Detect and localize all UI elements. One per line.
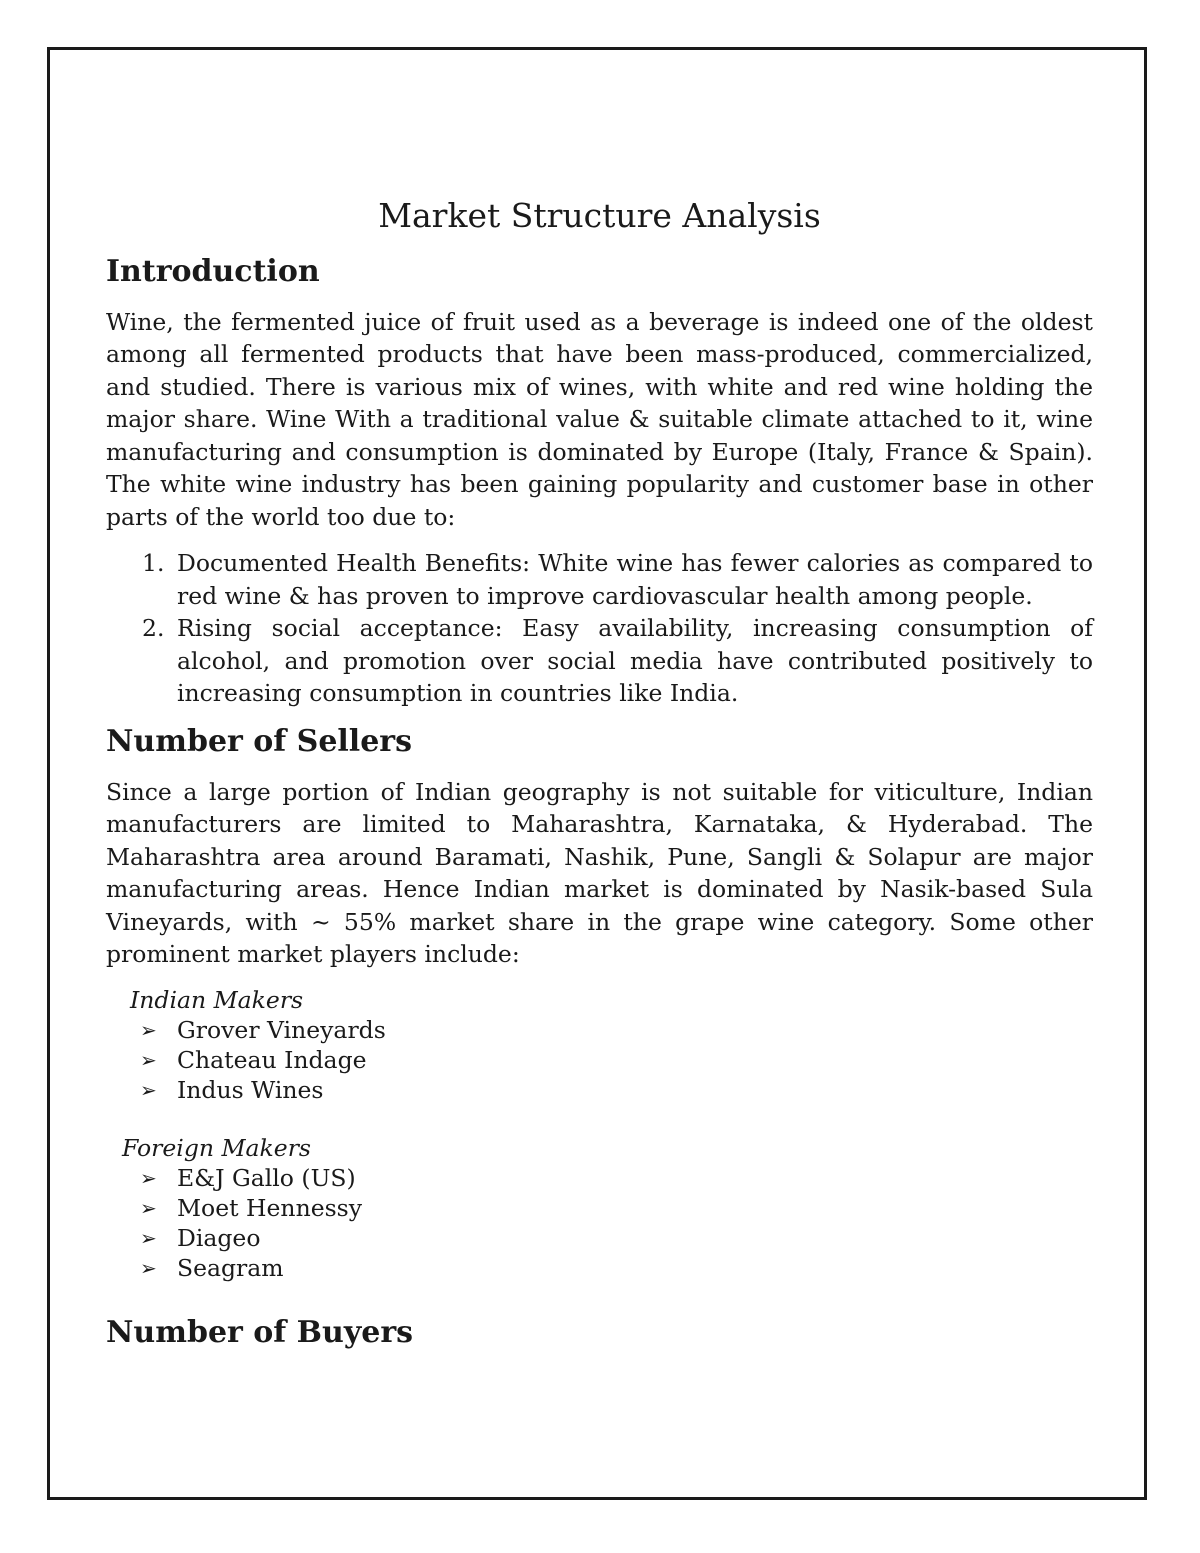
sellers-paragraph: Since a large portion of Indian geography is not suitable for viticulture, Indian manufacturers are limited to Maharashtra, Karnataka, & Hyderabad. The Maharashtra area around Baramati, Nashik, Pune, Sangli & Solapur are major manufacturing areas. Hence Indian market is dominated by Nasik-based Sula Vineyards, with ~ 55% market share in the grape wine category. Some other prominent market players include: (106, 777, 1093, 969)
arrow-bullet-icon: ➢ (140, 1225, 157, 1250)
list-item (106, 1075, 1093, 1105)
indian-makers-label: Indian Makers (130, 985, 304, 1014)
arrow-bullet-icon: ➢ (140, 1165, 157, 1190)
list-item (106, 547, 1093, 612)
maker-name: E&J Gallo (US) (177, 1163, 356, 1192)
list-item-number: 2. (142, 614, 165, 643)
maker-name: Moet Hennessy (177, 1193, 363, 1222)
list-item (106, 1015, 1093, 1045)
foreign-makers-list (106, 1163, 1093, 1283)
maker-name: Chateau Indage (177, 1045, 367, 1074)
list-item (106, 1163, 1093, 1193)
list-item (106, 1253, 1093, 1283)
list-item-number: 1. (142, 549, 165, 578)
arrow-bullet-icon: ➢ (140, 1255, 157, 1280)
foreign-makers-label: Foreign Makers (122, 1133, 311, 1162)
introduction-paragraph: Wine, the fermented juice of fruit used as a beverage is indeed one of the oldest among all fermented products that have been mass-produced, commercialized, and studied. There is various mix of wines, with white and red wine holding the major share. Wine With a traditional value & suitable climate attached to it, wine manufacturing and consumption is dominated by Europe (Italy, France & Spain). The white wine industry has been gaining popularity and customer base in other parts of the world too due to: (106, 307, 1093, 531)
document-body (106, 196, 1093, 1367)
list-item (106, 1045, 1093, 1075)
buyers-heading: Number of Buyers (106, 1314, 414, 1350)
list-item-text: Documented Health Benefits: White wine has fewer calories as compared to red wine & has proven to improve cardiovascular health among people. (177, 549, 1093, 610)
list-item (106, 612, 1093, 710)
maker-name: Indus Wines (177, 1075, 324, 1104)
foreign-makers-group (122, 1133, 1093, 1163)
indian-makers-group (130, 985, 1093, 1015)
list-item (106, 1193, 1093, 1223)
indian-makers-list (106, 1015, 1093, 1105)
list-item (106, 1223, 1093, 1253)
arrow-bullet-icon: ➢ (140, 1195, 157, 1220)
document-title: Market Structure Analysis (378, 196, 821, 235)
introduction-heading: Introduction (106, 253, 320, 289)
arrow-bullet-icon: ➢ (140, 1047, 157, 1072)
sellers-heading: Number of Sellers (106, 723, 412, 759)
arrow-bullet-icon: ➢ (140, 1017, 157, 1042)
arrow-bullet-icon: ➢ (140, 1077, 157, 1102)
introduction-numbered-list (106, 547, 1093, 710)
list-item-text: Rising social acceptance: Easy availability, increasing consumption of alcohol, and promotion over social media have contributed positively to increasing consumption in countries like India. (177, 614, 1093, 708)
maker-name: Seagram (177, 1253, 284, 1282)
maker-name: Diageo (177, 1223, 261, 1252)
maker-name: Grover Vineyards (177, 1015, 386, 1044)
